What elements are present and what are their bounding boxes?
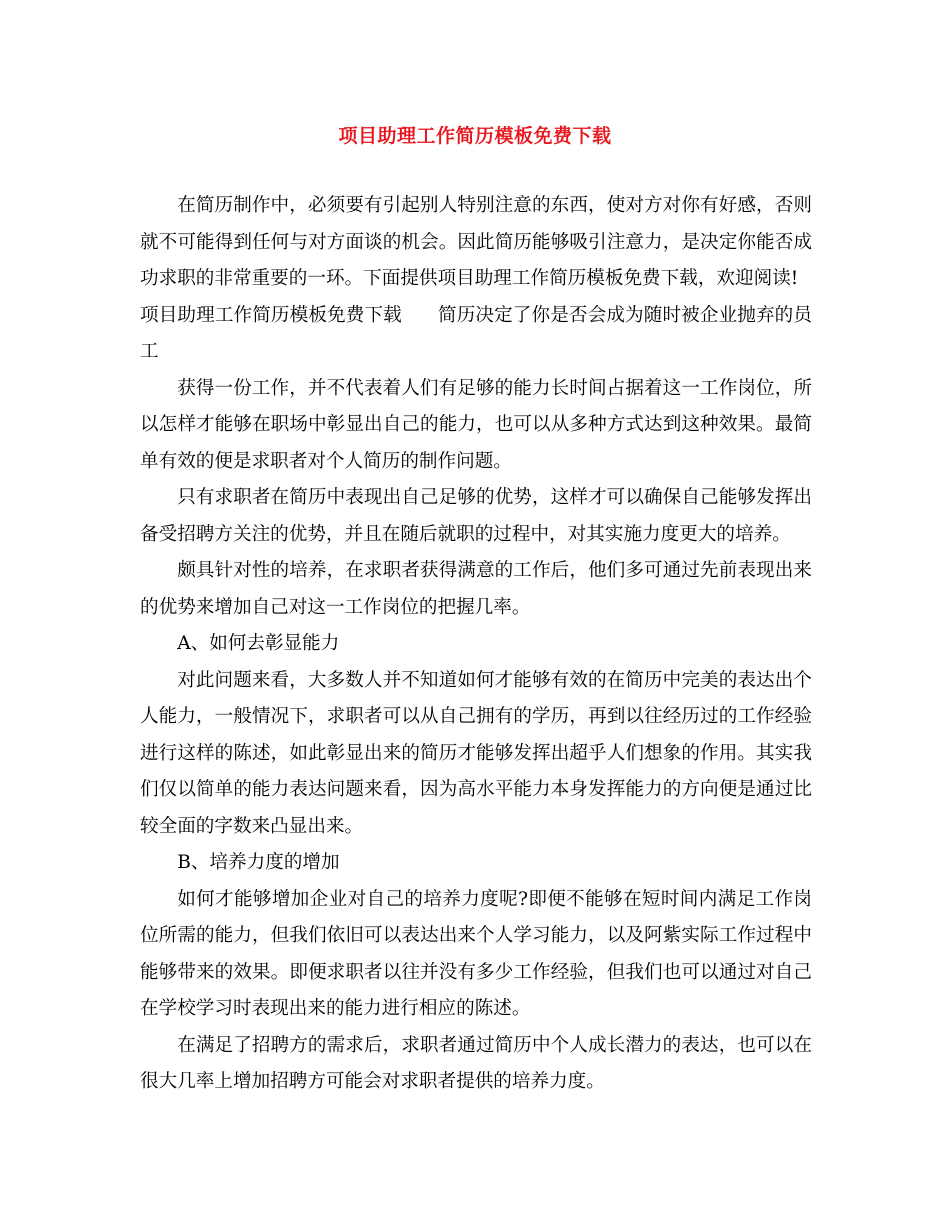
section-heading-b: B、培养力度的增加 bbox=[177, 852, 340, 873]
section-heading-a: A、如何去彰显能力 bbox=[177, 633, 340, 654]
paragraph-job: 获得一份工作，并不代表着人们有足够的能力长时间占据着这一工作岗位，所以怎样才能够在职场中彰显出自己的能力，也可以从多种方式达到这种效果。最简单有效的便是求职者对个人简历的制作问题。 bbox=[140, 377, 812, 472]
document-title: 项目助理工作简历模板免费下载 bbox=[338, 125, 612, 147]
inline-heading-text: 简历决定了你是否会成为随时被企业抛弃的员工 bbox=[140, 304, 812, 362]
paragraph-advantage: 只有求职者在简历中表现出自己足够的优势，这样才可以确保自己能够发挥出备受招聘方关注的优势，并且在随后就职的过程中，对其实施力度更大的培养。 bbox=[140, 487, 812, 545]
inline-heading-line bbox=[140, 298, 812, 371]
paragraph-intro: 在简历制作中，必须要有引起别人特别注意的东西，使对方对你有好感，否则就不可能得到任何与对方面谈的机会。因此简历能够吸引注意力，是决定你能否成功求职的非常重要的一环。下面提供项目助理工作简历模板免费下载，欢迎阅读! bbox=[140, 195, 812, 289]
document-body bbox=[140, 188, 812, 1101]
paragraph-increase: 如何才能够增加企业对自己的培养力度呢?即便不能够在短时间内满足工作岗位所需的能力，但我们依旧可以表达出来个人学习能力，以及阿紫实际工作过程中能够带来的效果。即便求职者以往并没有多少工作经验，但我们也可以通过对自己在学校学习时表现出来的能力进行相应的陈述。 bbox=[140, 888, 812, 1019]
inline-heading-label: 项目助理工作简历模板免费下载 bbox=[140, 304, 402, 326]
paragraph-training: 颇具针对性的培养，在求职者获得满意的工作后，他们多可通过先前表现出来的优势来增加自己对这一工作岗位的把握几率。 bbox=[140, 560, 812, 618]
paragraph-ability: 对此问题来看，大多数人并不知道如何才能够有效的在简历中完美的表达出个人能力，一般情况下，求职者可以从自己拥有的学历，再到以往经历过的工作经验进行这样的陈述，如此彰显出来的简历才能够发挥出超乎人们想象的作用。其实我们仅以简单的能力表达问题来看，因为高水平能力本身发挥能力的方向便是通过比较全面的字数来凸显出来。 bbox=[140, 669, 812, 837]
paragraph-conclusion: 在满足了招聘方的需求后，求职者通过简历中个人成长潜力的表达，也可以在很大几率上增加招聘方可能会对求职者提供的培养力度。 bbox=[140, 1034, 812, 1092]
